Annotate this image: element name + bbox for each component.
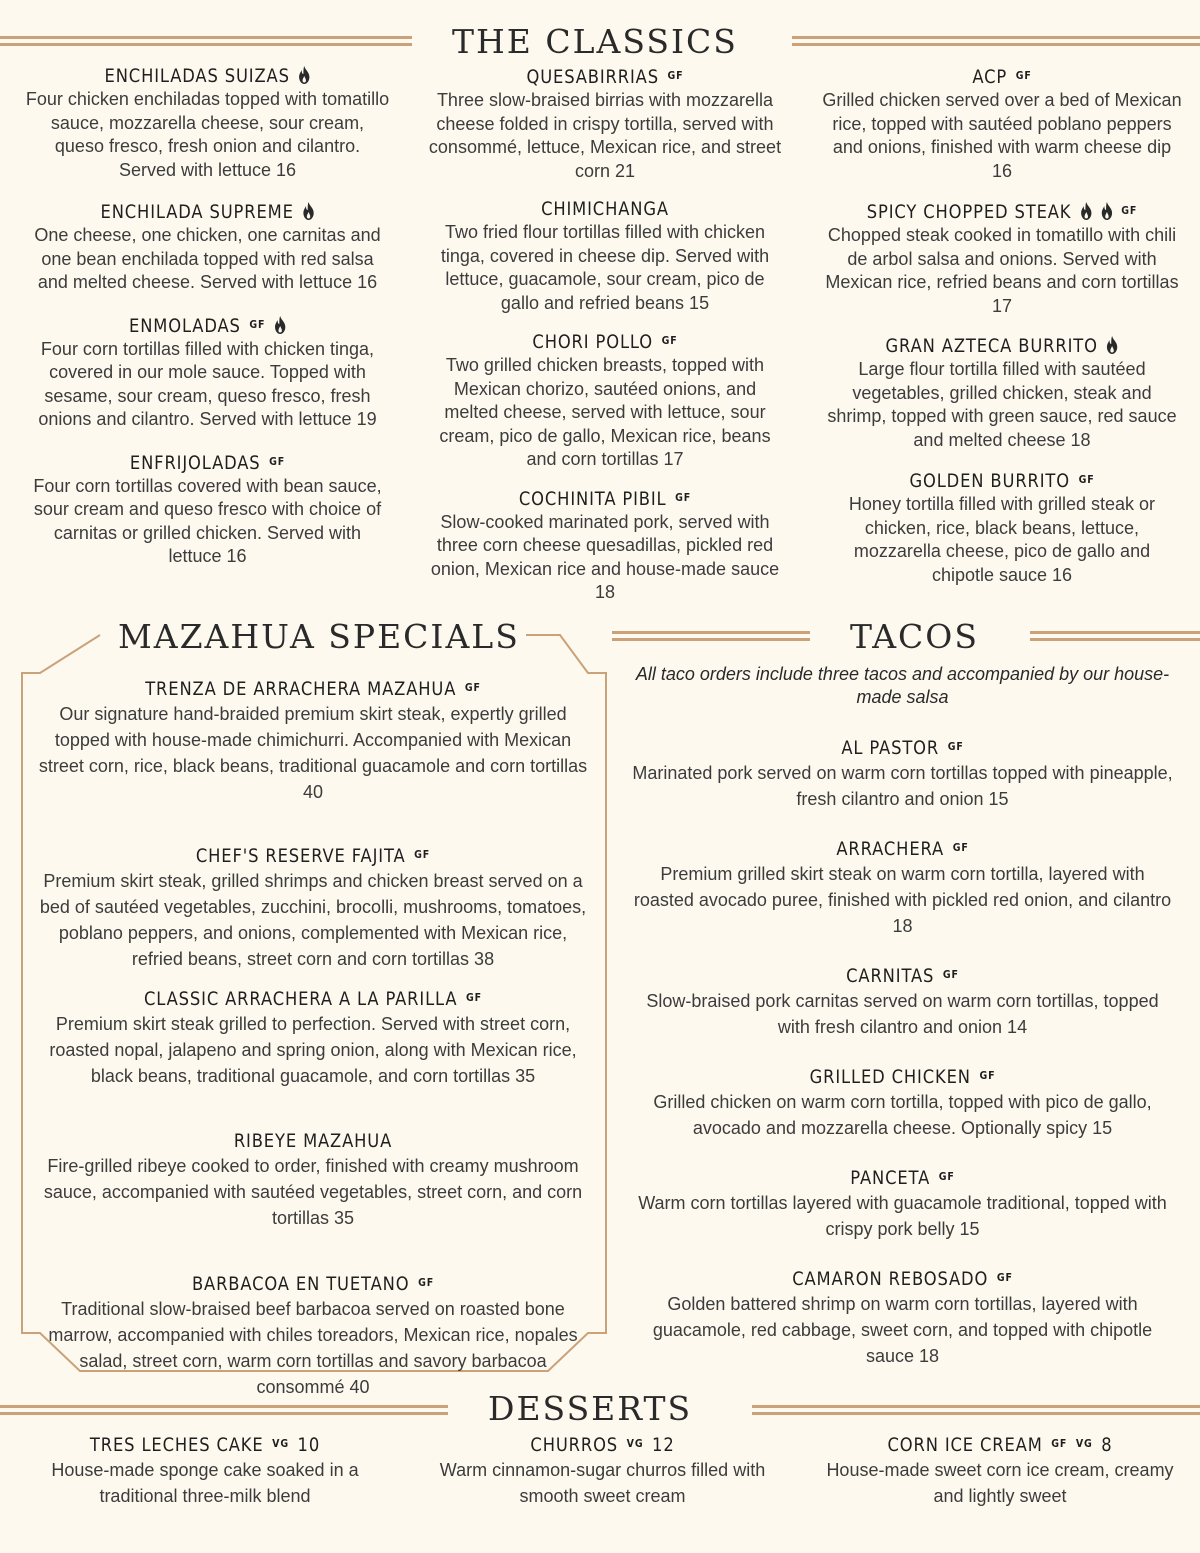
item-description: Four corn tortillas covered with bean sauce, sour cream and queso fresco with choice of carnitas or grilled chicken. Served with lettuce 16 xyxy=(33,475,382,566)
menu-item-chimichanga xyxy=(425,197,785,315)
item-description: Premium grilled skirt steak on warm corn tortilla, layered with roasted avocado puree, finished with pickled red onion, and cilantro 18 xyxy=(633,864,1172,936)
item-price: 8 xyxy=(1101,1434,1113,1456)
item-name: CHURROS xyxy=(530,1434,619,1456)
gluten-free-tag: GF xyxy=(414,848,431,861)
item-name: CHORI POLLO xyxy=(532,331,654,353)
spicy-flame-icon xyxy=(1080,202,1092,220)
menu-item-al-pastor xyxy=(630,735,1175,812)
item-description: One cheese, one chicken, one carnitas and one bean enchilada topped with red salsa and melted cheese. Served with lettuce 16 xyxy=(34,225,381,292)
menu-item-barbacoa-en-tuetano xyxy=(35,1271,591,1400)
menu-item-camaron-rebosado xyxy=(630,1266,1175,1369)
menu-item-trenza-de-arrachera xyxy=(35,676,591,805)
item-description: Grilled chicken on warm corn tortilla, topped with pico de gallo, avocado and mozzarella cheese. Optionally spicy 15 xyxy=(653,1092,1152,1138)
menu-item-acp xyxy=(822,64,1182,183)
item-name: TRES LECHES CAKE xyxy=(89,1434,264,1456)
dessert-tres-leches xyxy=(30,1432,380,1509)
menu-item-enmoladas xyxy=(25,313,390,432)
spicy-flame-icon xyxy=(302,202,314,220)
vegetarian-tag: VG xyxy=(1075,1437,1093,1450)
section-title-classics: THE CLASSICS xyxy=(452,22,738,61)
item-description: Golden battered shrimp on warm corn tortillas, layered with guacamole, red cabbage, sweet corn, and topped with chipotle sauce 18 xyxy=(652,1294,1153,1366)
item-name: ARRACHERA xyxy=(836,838,945,860)
menu-item-classic-arrachera xyxy=(35,986,591,1089)
item-name: ENMOLADAS xyxy=(129,314,241,337)
menu-item-grilled-chicken xyxy=(630,1064,1175,1141)
gluten-free-tag: GF xyxy=(675,490,692,504)
item-name: RIBEYE MAZAHUA xyxy=(233,1130,393,1152)
menu-item-chori-pollo xyxy=(425,329,785,472)
item-description: Premium skirt steak, grilled shrimps and chicken breast served on a bed of sautéed vegetables, zucchini, brocolli, mushrooms, tomatoes, poblano peppers, and onions, complemented with Mexican rice, refried beans, street corn and corn tortillas 38 xyxy=(39,871,587,969)
item-name: AL PASTOR xyxy=(841,737,940,759)
tacos-rule-left xyxy=(612,630,810,642)
classics-column-1 xyxy=(25,64,390,569)
vegetarian-tag: VG xyxy=(272,1437,289,1450)
item-description: Premium skirt steak grilled to perfection. Served with street corn, roasted nopal, jalapeno and spring onion, along with Mexican rice, black beans, traditional guacamole, and corn tortillas 35 xyxy=(49,1014,577,1086)
item-name: ENFRIJOLADAS xyxy=(129,451,261,474)
item-name: GRILLED CHICKEN xyxy=(809,1066,971,1088)
item-name: ENCHILADAS SUIZAS xyxy=(104,65,290,87)
item-description: Honey tortilla filled with grilled steak or chicken, rice, black beans, lettuce, mozzarella cheese, pico de gallo and chipotle sauce 16 xyxy=(848,494,1156,585)
desserts-rule-left xyxy=(0,1404,448,1416)
item-price: 10 xyxy=(297,1434,321,1456)
item-name: SPICY CHOPPED STEAK xyxy=(866,201,1072,223)
tacos-note: All taco orders include three tacos and accompanied by our house-made salsa xyxy=(635,664,1170,707)
menu-item-cochinita-pibil xyxy=(425,486,785,605)
menu-item-golden-burrito xyxy=(822,468,1182,587)
vegetarian-tag: VG xyxy=(626,1437,644,1450)
dessert-churros xyxy=(430,1432,775,1509)
gluten-free-tag: GF xyxy=(1121,204,1138,217)
item-description: Four corn tortillas filled with chicken tinga, covered in our mole sauce. Topped with sesame, sour cream, queso fresco, fresh onions and cilantro. Served with lettuce 19 xyxy=(38,338,377,429)
menu-item-enfrijoladas xyxy=(25,450,390,569)
menu-item-arrachera xyxy=(630,836,1175,939)
item-name: CAMARON REBOSADO xyxy=(792,1268,989,1290)
gluten-free-tag: GF xyxy=(979,1069,996,1082)
section-title-tacos: TACOS xyxy=(850,617,979,656)
item-name: PANCETA xyxy=(850,1167,931,1189)
item-description: Slow-braised pork carnitas served on warm corn tortillas, topped with fresh cilantro and onion 14 xyxy=(646,991,1159,1037)
item-name: CARNITAS xyxy=(846,965,935,987)
item-description: Large flour tortilla filled with sautéed vegetables, grilled chicken, steak and shrimp, topped with green sauce, red sauce and melted cheese 18 xyxy=(827,359,1177,450)
item-description: Marinated pork served on warm corn tortillas topped with pineapple, fresh cilantro and onion 15 xyxy=(632,763,1173,809)
menu-item-carnitas xyxy=(630,963,1175,1040)
item-name: GOLDEN BURRITO xyxy=(909,470,1070,492)
classics-column-3 xyxy=(822,64,1182,587)
item-name: TRENZA DE ARRACHERA MAZAHUA xyxy=(145,678,457,700)
item-description: House-made sponge cake soaked in a traditional three-milk blend xyxy=(51,1460,359,1506)
item-name: BARBACOA EN TUETANO xyxy=(191,1273,410,1295)
menu-item-chefs-reserve-fajita xyxy=(35,843,591,972)
classics-rule-right xyxy=(792,35,1200,47)
item-name: GRAN AZTECA BURRITO xyxy=(885,335,1098,357)
gluten-free-tag: GF xyxy=(249,317,266,331)
gluten-free-tag: GF xyxy=(938,1170,955,1183)
spicy-flame-icon xyxy=(274,316,286,334)
menu-item-ribeye-mazahua xyxy=(35,1129,591,1231)
gluten-free-tag: GF xyxy=(1051,1437,1068,1450)
gluten-free-tag: GF xyxy=(661,334,678,347)
menu-item-panceta xyxy=(630,1165,1175,1242)
item-description: Fire-grilled ribeye cooked to order, finished with creamy mushroom sauce, accompanied with sautéed vegetables, street corn, and corn tortillas 35 xyxy=(43,1156,583,1228)
menu-item-enchilada-supreme xyxy=(25,200,390,295)
specials-list xyxy=(35,676,591,1400)
item-name: CORN ICE CREAM xyxy=(887,1434,1043,1456)
item-description: Two fried flour tortillas filled with chicken tinga, covered in cheese dip. Served with lettuce, guacamole, sour cream, pico de gallo and refried beans 15 xyxy=(440,222,770,313)
spicy-flame-icon xyxy=(1106,336,1118,354)
extra-spicy-flame-icon xyxy=(1101,202,1113,220)
item-name: CHIMICHANGA xyxy=(541,198,669,220)
classics-rule-left xyxy=(0,35,412,47)
menu-item-spicy-chopped-steak xyxy=(822,199,1182,318)
tacos-list xyxy=(630,663,1175,1369)
item-name: ENCHILADA SUPREME xyxy=(100,201,294,223)
gluten-free-tag: GF xyxy=(996,1271,1013,1284)
gluten-free-tag: GF xyxy=(418,1276,435,1289)
gluten-free-tag: GF xyxy=(942,968,959,981)
tacos-rule-right xyxy=(1030,630,1200,642)
section-title-desserts: DESSERTS xyxy=(488,1389,693,1428)
item-description: House-made sweet corn ice cream, creamy and lightly sweet xyxy=(826,1460,1174,1506)
gluten-free-tag: GF xyxy=(269,454,286,468)
item-name: CHEF'S RESERVE FAJITA xyxy=(195,845,406,867)
gluten-free-tag: GF xyxy=(947,740,964,753)
classics-column-2 xyxy=(425,64,785,605)
menu-item-enchiladas-suizas xyxy=(25,64,390,182)
item-description: Our signature hand-braided premium skirt steak, expertly grilled topped with house-made chimichurri. Accompanied with Mexican street corn, rice, black beans, traditional guacamole and corn tortillas 40 xyxy=(38,704,588,802)
item-description: Warm corn tortillas layered with guacamole traditional, topped with crispy pork belly 15 xyxy=(638,1193,1167,1239)
dessert-corn-ice-cream xyxy=(825,1432,1175,1509)
item-description: Three slow-braised birrias with mozzarella cheese folded in crispy tortilla, served with consommé, lettuce, Mexican rice, and street corn 21 xyxy=(428,90,782,181)
item-description: Chopped steak cooked in tomatillo with chili de arbol salsa and onions. Served with Mexican rice, refried beans and corn tortillas 17 xyxy=(825,225,1179,316)
item-description: Four chicken enchiladas topped with tomatillo sauce, mozzarella cheese, sour cream, queso fresco, fresh onion and cilantro. Served with lettuce 16 xyxy=(25,89,390,180)
menu-item-gran-azteca-burrito xyxy=(822,334,1182,452)
item-name: QUESABIRRIAS xyxy=(526,66,659,88)
gluten-free-tag: GF xyxy=(952,841,969,854)
item-name: CLASSIC ARRACHERA A LA PARILLA xyxy=(144,988,458,1010)
item-price: 12 xyxy=(652,1434,675,1456)
item-description: Grilled chicken served over a bed of Mexican rice, topped with sautéed poblano peppers and onions, finished with warm cheese dip 16 xyxy=(822,90,1182,181)
gluten-free-tag: GF xyxy=(1015,69,1032,82)
gluten-free-tag: GF xyxy=(667,69,684,82)
item-name: COCHINITA PIBIL xyxy=(518,487,667,510)
gluten-free-tag: GF xyxy=(1078,473,1095,486)
item-description: Traditional slow-braised beef barbacoa served on roasted bone marrow, accompanied with chiles toreadors, Mexican rice, nopales salad, street corn, warm corn tortillas and savory barbacoa consommé 40 xyxy=(48,1299,578,1397)
gluten-free-tag: GF xyxy=(464,681,481,694)
item-description: Slow-cooked marinated pork, served with three corn cheese quesadillas, pickled red onion, Mexican rice and house-made sauce 18 xyxy=(430,511,780,602)
spicy-flame-icon xyxy=(298,66,310,84)
menu-item-quesabirrias xyxy=(425,64,785,183)
section-title-specials: MAZAHUA SPECIALS xyxy=(112,617,526,656)
item-name: ACP xyxy=(972,66,1008,88)
item-description: Two grilled chicken breasts, topped with Mexican chorizo, sautéed onions, and melted cheese, served with lettuce, sour cream, pico de gallo, Mexican rice, beans and corn tortillas 17 xyxy=(439,355,771,469)
item-description: Warm cinnamon-sugar churros filled with smooth sweet cream xyxy=(439,1460,766,1506)
gluten-free-tag: GF xyxy=(466,991,482,1004)
desserts-rule-right xyxy=(752,1404,1200,1416)
